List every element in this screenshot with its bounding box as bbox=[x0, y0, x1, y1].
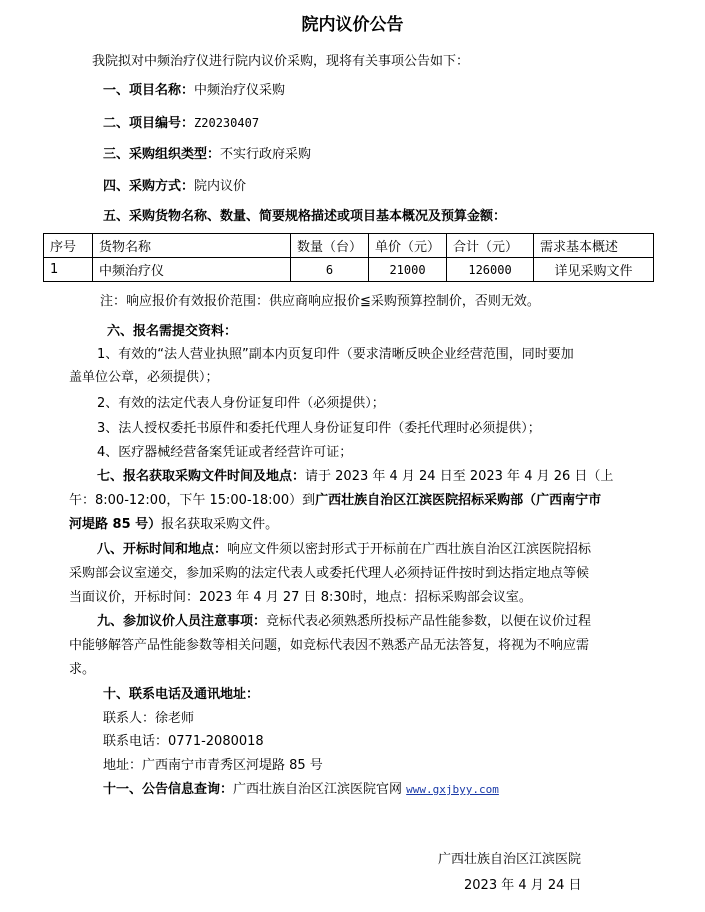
section-7-text: 报名获取采购文件。 bbox=[161, 517, 279, 532]
section-8-text: 响应文件须以密封形式于开标前在广西壮族自治区江滨医院招标 bbox=[227, 542, 592, 557]
section-10-label: 十、联系电话及通讯地址： bbox=[103, 687, 260, 702]
intro-text: 我院拟对中频治疗仪进行院内议价采购，现将有关事项公告如下： bbox=[92, 54, 470, 69]
section-2-value: Z20230407 bbox=[194, 116, 260, 130]
section-9-text: 竞标代表必须熟悉所投标产品性能参数，以便在议价过程 bbox=[266, 614, 592, 629]
website-link[interactable]: www.gxjbyy.com bbox=[406, 783, 499, 796]
section-1-value: 中频治疗仪采购 bbox=[194, 83, 286, 98]
section-9-line-2: 中能够解答产品性能参数等相关问题，如竞标代表因不熟悉产品无法答复，将视为不响应需 bbox=[69, 638, 590, 653]
section-4-value: 院内议价 bbox=[194, 179, 247, 194]
section-11-value: 广西壮族自治区江滨医院官网 bbox=[233, 782, 403, 797]
section-7-location: 河堤路 85 号） bbox=[69, 517, 162, 532]
page-title: 院内议价公告 bbox=[301, 15, 404, 35]
section-9-line-1 bbox=[97, 612, 591, 632]
section-5-label: 五、采购货物名称、数量、简要规格描述或项目基本概况及预算金额： bbox=[103, 209, 507, 224]
table-cell: 中频治疗仪 bbox=[93, 258, 291, 282]
footer-date: 2023 年 4 月 24 日 bbox=[464, 878, 582, 893]
table-row bbox=[44, 258, 654, 282]
header-cell: 合计（元） bbox=[447, 234, 534, 258]
table-cell: 126000 bbox=[447, 258, 534, 282]
table-cell: 1 bbox=[44, 258, 93, 282]
section-6-item: 1、有效的“法人营业执照”副本内页复印件（要求清晰反映企业经营范围，同时要加 bbox=[97, 347, 574, 362]
section-8-line-1 bbox=[97, 540, 591, 560]
section-8-line-2: 采购部会议室递交，参加采购的法定代表人或委托代理人必须持证件按时到达指定地点等候 bbox=[69, 566, 590, 581]
table-header-row bbox=[44, 234, 654, 258]
section-11-label: 十一、公告信息查询： bbox=[103, 782, 234, 797]
header-cell: 单价（元） bbox=[369, 234, 447, 258]
section-7-location: 广西壮族自治区江滨医院招标采购部（广西南宁市 bbox=[315, 493, 602, 508]
section-9-line-3: 求。 bbox=[69, 662, 96, 677]
header-cell: 需求基本概述 bbox=[534, 234, 654, 258]
section-7-text: 请于 2023 年 4 月 24 日至 2023 年 4 月 26 日（上 bbox=[305, 469, 614, 484]
section-7-line-3 bbox=[69, 515, 278, 535]
section-7-text: 午：8:00-12:00，下午 15:00-18:00）到 bbox=[69, 493, 316, 508]
section-6-item: 4、医疗器械经营备案凭证或者经营许可证； bbox=[97, 445, 353, 460]
section-7-line-2 bbox=[69, 491, 601, 511]
section-9-label: 九、参加议价人员注意事项： bbox=[97, 614, 267, 629]
header-cell: 序号 bbox=[44, 234, 93, 258]
section-6-label: 六、报名需提交资料： bbox=[107, 324, 238, 339]
section-6-item: 2、有效的法定代表人身份证复印件（必须提供）； bbox=[97, 396, 385, 411]
section-11 bbox=[103, 780, 499, 800]
header-cell: 数量（台） bbox=[291, 234, 369, 258]
section-1-label: 一、项目名称： bbox=[103, 83, 195, 98]
section-1 bbox=[103, 81, 285, 101]
section-8-label: 八、开标时间和地点： bbox=[97, 542, 228, 557]
section-3 bbox=[103, 145, 311, 165]
table-cell: 21000 bbox=[369, 258, 447, 282]
note-text: 注：响应报价有效报价范围：供应商响应报价≦采购预算控制价，否则无效。 bbox=[100, 294, 540, 309]
section-4 bbox=[103, 177, 246, 197]
section-8-line-3: 当面议价，开标时间：2023 年 4 月 27 日 8:30时，地点：招标采购部会议室。 bbox=[69, 590, 532, 605]
contact-person: 联系人：徐老师 bbox=[103, 711, 195, 726]
section-2-label: 二、项目编号： bbox=[103, 116, 195, 131]
contact-address: 地址：广西南宁市青秀区河堤路 85 号 bbox=[103, 758, 323, 773]
procurement-table bbox=[43, 233, 654, 282]
section-3-value: 不实行政府采购 bbox=[220, 147, 312, 162]
section-6-item: 3、法人授权委托书原件和委托代理人身份证复印件（委托代理时必须提供）； bbox=[97, 421, 541, 436]
section-2 bbox=[103, 113, 259, 134]
footer-organization: 广西壮族自治区江滨医院 bbox=[438, 852, 582, 867]
section-7-line-1 bbox=[97, 467, 613, 487]
section-6-item: 盖单位公章，必须提供）； bbox=[69, 370, 219, 385]
section-7-label: 七、报名获取采购文件时间及地点： bbox=[97, 469, 306, 484]
contact-phone: 联系电话：0771-2080018 bbox=[103, 734, 264, 749]
header-cell: 货物名称 bbox=[93, 234, 291, 258]
section-3-label: 三、采购组织类型： bbox=[103, 147, 221, 162]
table-cell: 详见采购文件 bbox=[534, 258, 654, 282]
section-4-label: 四、采购方式： bbox=[103, 179, 195, 194]
table-cell: 6 bbox=[291, 258, 369, 282]
